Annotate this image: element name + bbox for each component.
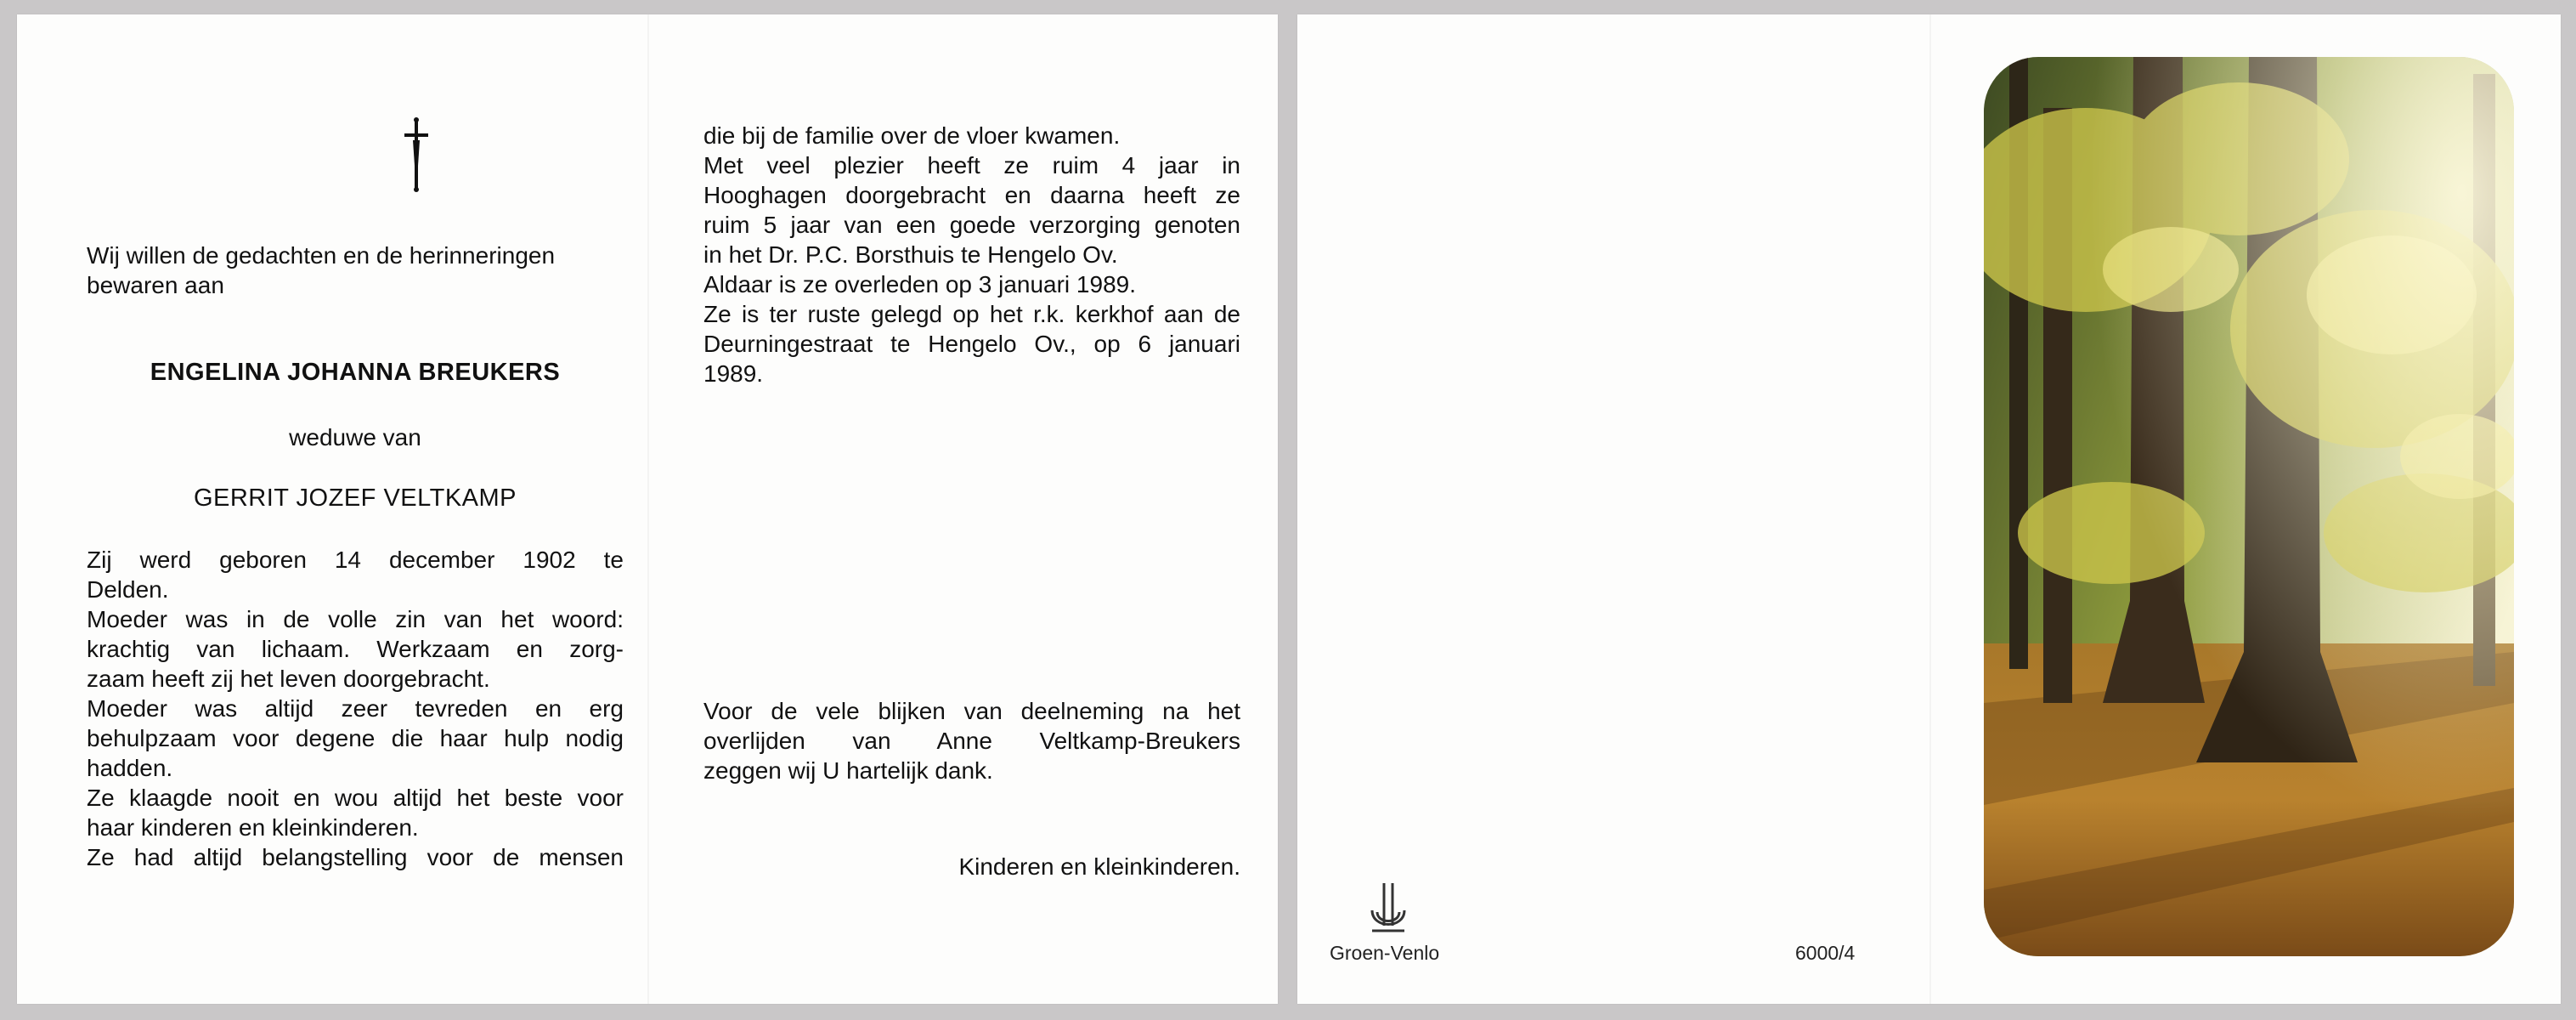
text-line: in het Dr. P.C. Borsthuis te Hengelo Ov.: [703, 241, 1118, 268]
text-line: zaam heeft zij het leven doorgebracht.: [87, 666, 490, 692]
text-line: Ze had altijd belangstelling voor de mensen: [87, 844, 624, 870]
card-fold: [647, 14, 649, 1004]
text-line: Ze is ter ruste gelegd op het r.k. kerkhof aan de: [703, 301, 1240, 327]
deceased-name: ENGELINA JOHANNA BREUKERS: [150, 359, 561, 386]
biography-text: [87, 545, 624, 872]
text-line: Aldaar is ze overleden op 3 januari 1989.: [703, 271, 1137, 298]
memorial-card-inside: [17, 14, 1278, 1004]
text-line: Moeder was altijd zeer tevreden en erg: [87, 695, 624, 722]
text-line: Ze klaagde nooit en wou altijd het beste voor: [87, 785, 624, 811]
thanks-text: [703, 696, 1240, 785]
intro-line: bewaren aan: [87, 272, 224, 298]
signoff: Kinderen en kleinkinderen.: [958, 853, 1240, 880]
widow-of-label: weduwe van: [289, 424, 421, 450]
text-line: zeggen wij U hartelijk dank.: [703, 757, 993, 784]
text-line: Moeder was in de volle zin van het woord:: [87, 606, 624, 632]
intro-line: Wij willen de gedachten en de herinneringen: [87, 242, 556, 269]
card-fold: [1929, 14, 1931, 1004]
biography-continuation: [703, 121, 1240, 388]
crucifix-icon: [399, 116, 433, 193]
text-line: overlijden van Anne Veltkamp-Breukers: [703, 728, 1240, 754]
text-line: haar kinderen en kleinkinderen.: [87, 814, 419, 841]
text-line: Delden.: [87, 576, 169, 603]
memorial-card-outside: [1297, 14, 2561, 1004]
intro-text: [87, 241, 624, 300]
text-line: 1989.: [703, 360, 764, 387]
text-line: Met veel plezier heeft ze ruim 4 jaar in: [703, 152, 1240, 178]
text-line: behulpzaam voor degene die haar hulp nodig: [87, 725, 624, 751]
text-line: Deurningestraat te Hengelo Ov., op 6 januari: [703, 331, 1240, 357]
text-line: Hooghagen doorgebracht en daarna heeft ze: [703, 182, 1240, 208]
text-line: hadden.: [87, 755, 173, 781]
forest-photo: [1984, 57, 2514, 956]
text-line: krachtig van lichaam. Werkzaam en zorg-: [87, 636, 624, 662]
text-line: Zij werd geboren 14 december 1902 te: [87, 547, 624, 573]
text-line: die bij de familie over de vloer kwamen.: [703, 122, 1121, 149]
publisher-logo-icon: [1365, 878, 1416, 938]
publisher-name: Groen-Venlo: [1330, 942, 1440, 964]
text-line: Voor de vele blijken van deelneming na het: [703, 698, 1240, 724]
husband-name: GERRIT JOZEF VELTKAMP: [193, 484, 517, 512]
text-line: ruim 5 jaar van een goede verzorging genoten: [703, 212, 1240, 238]
product-code: 6000/4: [1795, 942, 1856, 964]
